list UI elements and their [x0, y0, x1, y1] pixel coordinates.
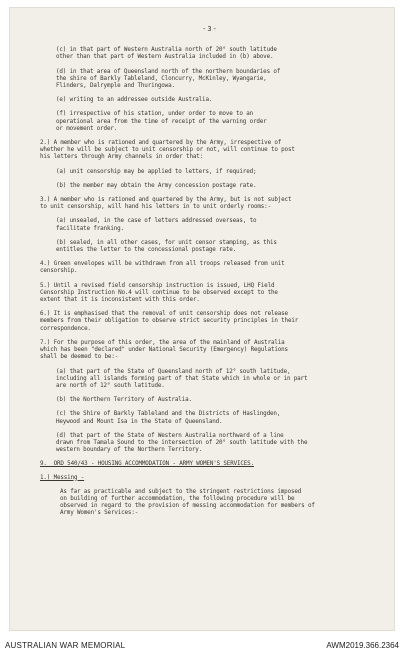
sub-heading [40, 475, 380, 482]
section-heading [40, 461, 380, 468]
section-heading-text: 9. ORD 540/43 - HOUSING ACCOMMODATION - ARMY WOMEN'S SERVICES. [40, 461, 254, 468]
paragraph: 7.) For the purpose of this order, the area of the mainland of Australia which has been "declared" under National Security (Emergency) Regulations shall be deemed to be:- [40, 339, 288, 361]
paragraph: 6.) It is emphasised that the removal of unit censorship does not release members from their obligation to observe strict security principles in their correspondence. [40, 311, 299, 332]
paragraph: (e) writing to an addressee outside Australia. [56, 97, 213, 104]
paragraph: (d) that part of the State of Western Australia northward of a line drawn from Tamala Sound to the intersection of 20° south latitude with the western boundary of the Northern Territory. [56, 432, 308, 454]
paragraph: (a) that part of the State of Queensland north of 12° south latitude, including all islands forming part of that State which in whole or in part are north of 12° south latitude. [56, 368, 308, 389]
sub-heading-text: 1.) Messing - [40, 474, 85, 481]
paragraph: (a) unit censorship may be applied to letters, if required; [56, 168, 257, 175]
closing-paragraph: As far as practicable and subject to the stringent restrictions imposed on building of further accommodation, the following procedure will be observed in regard to the provision of messing accommodation for members of Army Women's Services:- [60, 488, 315, 517]
document-page [10, 8, 394, 630]
paragraph: (f) irrespective of his station, under order to move to an operational area from the time of receipt of the warning order or movement order. [56, 111, 267, 132]
paragraph: (d) in that area of Queensland north of the northern boundaries of the shire of Barkly Tableland, Cloncurry, McKinley, Wyangarie, Flinders, Dalrymple and Thuringowa. [56, 68, 281, 90]
paragraph: 2.) A member who is rationed and quartered by the Army, irrespective of whether he will be subject to unit censorship or not, will continue to post his letters through Army channels in order that: [40, 140, 295, 161]
paragraph: (b) the member may obtain the Army concession postage rate. [56, 182, 257, 189]
paragraph: (a) unsealed, in the case of letters addressed overseas, to facilitate franking. [56, 218, 257, 232]
paragraph: 5.) Until a revised field censorship instruction is issued, LHQ Field Censorship Instruction No.4 will continue to be observed except to the extent that it is inconsistent with this order. [40, 282, 278, 304]
document-body [40, 26, 380, 525]
paragraph: (b) the Northern Territory of Australia. [56, 397, 192, 404]
footer-credit: AUSTRALIAN WAR MEMORIAL [5, 641, 126, 650]
paragraph: 3.) A member who is rationed and quartered by the Army, but is not subject to unit censorship, will hand his letters in to unit orderly rooms:- [40, 197, 292, 211]
paragraph: (b) sealed, in all other cases, for unit censor stamping, as this entitles the letter to the concessional postage rate. [56, 239, 277, 254]
paragraph: (c) in that part of Western Australia north of 20° south latitude other than that part of Western Australia included in (b) above. [56, 47, 277, 61]
paragraph: (c) the Shire of Barkly Tableland and the Districts of Haslingden, Heywood and Mount Isa in the State of Queensland. [56, 411, 281, 425]
footer-accession-id: AWM2019.366.2364 [326, 641, 399, 650]
paragraph-list [40, 47, 380, 454]
page-number: -3- [202, 25, 218, 33]
footer-bar [0, 638, 405, 653]
paragraph: 4.) Green envelopes will be withdrawn from all troops released from unit censorship. [40, 261, 285, 275]
